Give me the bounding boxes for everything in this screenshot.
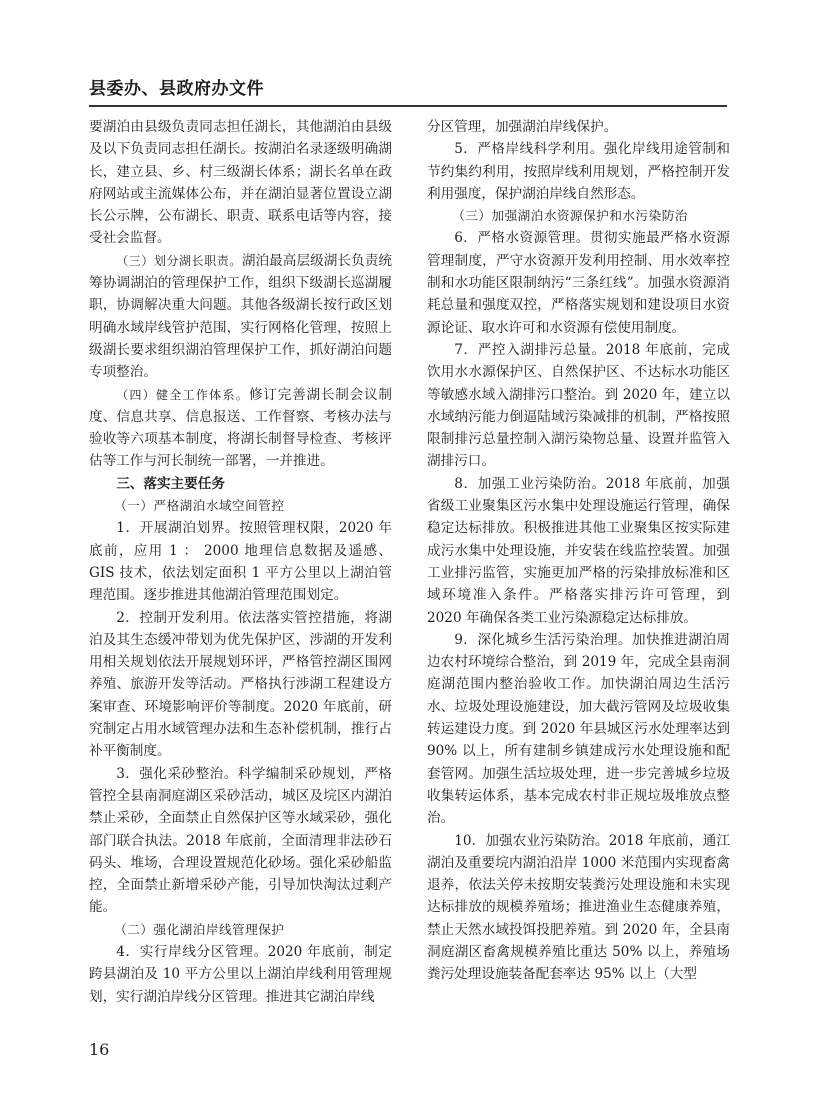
paragraph: （三）划分湖长职责。湖泊最高层级湖长负责统筹协调湖泊的管理保护工作，组织下级湖长巡湖履职，协调解决重大问题。其他各级湖长按行政区划明确水域岸线管护范围，实行网格化管理，按照上级湖长要求组织湖泊管理保护工作，抓好湖泊问题专项整治。 [89, 252, 392, 381]
paragraph: 10．加强农业污染防治。2018 年底前，通江湖泊及重要垸内湖泊沿岸 1000 米范围内实现畜禽退养，依法关停未按期安装粪污处理设施和未实现达标排放的规模养殖场；推进渔业生态健康养殖，禁止天然水域投饵投肥养殖。到 2020 年，全县南洞庭湖区畜禽规模养殖比重达 50% 以上，养殖场粪污处理设施装备配套率达 95% 以上（大型 [427, 832, 730, 983]
paragraph: 4．实行岸线分区管理。2020 年底前，制定跨县湖泊及 10 平方公里以上湖泊岸线利用管理规划，实行湖泊岸线分区管理。推进其它湖泊岸线 [89, 943, 392, 1005]
left-column [89, 116, 392, 1008]
document-header-title: 县委办、县政府办文件 [89, 79, 264, 99]
paragraph: 9．深化城乡生活污染治理。加快推进湖泊周边农村环境综合整治，到 2019 年，完成全县南洞庭湖范围内整治验收工作。加快湖泊周边生活污水、垃圾处理设施建设，加大截污管网及垃圾收集转运建设力度。到 2020 年县城区污水处理率达到 90% 以上，所有建制乡镇建成污水处理设施和配套管网。加强生活垃圾处理，进一步完善城乡垃圾收集转运体系，基本完成农村非正规垃圾堆放点整治。 [427, 631, 730, 827]
paragraph: 7．严控入湖排污总量。2018 年底前，完成饮用水水源保护区、自然保护区、不达标水功能区等敏感水域入湖排污口整治。到 2020 年，建立以水域纳污能力倒逼陆域污染减排的机制，严格按照限制排污总量控制入湖污染物总量、设置并监管入湖排污口。 [427, 341, 730, 470]
subsection-heading: （一）严格湖泊水域空间管控 [114, 498, 285, 514]
section-heading: 三、落实主要任务 [116, 475, 225, 492]
subsection-heading: （二）强化湖泊岸线管理保护 [114, 921, 285, 937]
subsection-heading: （三）加强湖泊水资源保护和水污染防治 [452, 208, 688, 224]
paragraph: 要湖泊由县级负责同志担任湖长，其他湖泊由县级及以下负责同志担任湖长。按湖泊名录逐级明确湖长，建立县、乡、村三级湖长体系；湖长名单在政府网站或主流媒体公布，并在湖泊显著位置设立湖长公示牌，公布湖长、职责、联系电话等内容，接受社会监督。 [89, 119, 392, 247]
paragraph: 5．严格岸线科学利用。强化岸线用途管制和节约集约利用，按照岸线利用规划，严格控制开发利用强度，保护湖泊岸线自然形态。 [427, 141, 730, 202]
header-divider [89, 105, 727, 107]
subsection-lead: （四）健全工作体系。 [116, 387, 250, 402]
paragraph: 2．控制开发利用。依法落实管控措施，将湖泊及其生态缓冲带划为优先保护区，涉湖的开发利用相关规划依法开展规划环评，严格管控湖区围网养殖、旅游开发等活动。严格执行涉湖工程建设方案审查、环境影响评价等制度。2020 年底前，研究制定占用水域管理办法和生态补偿机制，推行占补平衡制度。 [89, 609, 392, 760]
paragraph: （四）健全工作体系。修订完善湖长制会议制度、信息共享、信息报送、工作督察、考核办法与验收等六项基本制度，将湖长制督导检查、考核评估等工作与河长制统一部署，一并推进。 [89, 386, 392, 470]
paragraph: 分区管理，加强湖泊岸线保护。 [427, 119, 618, 135]
paragraph: 6．严格水资源管理。贯彻实施最严格水资源管理制度，严守水资源开发利用控制、用水效率控制和水功能区限制纳污“三条红线”。加强水资源消耗总量和强度双控，严格落实规划和建设项目水资源论证、取水许可和水资源有偿使用制度。 [427, 230, 730, 336]
paragraph: 8．加强工业污染防治。2018 年底前，加强省级工业聚集区污水集中处理设施运行管理，确保稳定达标排放。积极推进其他工业聚集区按实际建成污水集中处理设施，并安装在线监控装置。加强工业排污监管，实施更加严格的污染排放标准和区域环境准入条件。严格落实排污许可管理，到 2020 年确保各类工业污染源稳定达标排放。 [427, 475, 730, 626]
paragraph: 3．强化采砂整治。科学编制采砂规划，严格管控全县南洞庭湖区采砂活动，城区及垸区内湖泊禁止采砂，全面禁止自然保护区等水域采砂，强化部门联合执法。2018 年底前，全面清理非法砂石码头、堆场，合理设置规范化砂场。强化采砂船监控，全面禁止新增采砂产能，引导加快淘汰过剩产能。 [89, 765, 392, 916]
page-number: 16 [89, 1040, 110, 1059]
subsection-lead: （三）划分湖长职责。 [116, 253, 242, 268]
paragraph: 1．开展湖泊划界。按照管理权限，2020 年底前，应用 1 ： 2000 地理信息数据及遥感、GIS 技术，依法划定面积 1 平方公里以上湖泊管理范围。逐步推进其他湖泊管理范围划定。 [89, 520, 392, 604]
right-column [427, 116, 730, 986]
